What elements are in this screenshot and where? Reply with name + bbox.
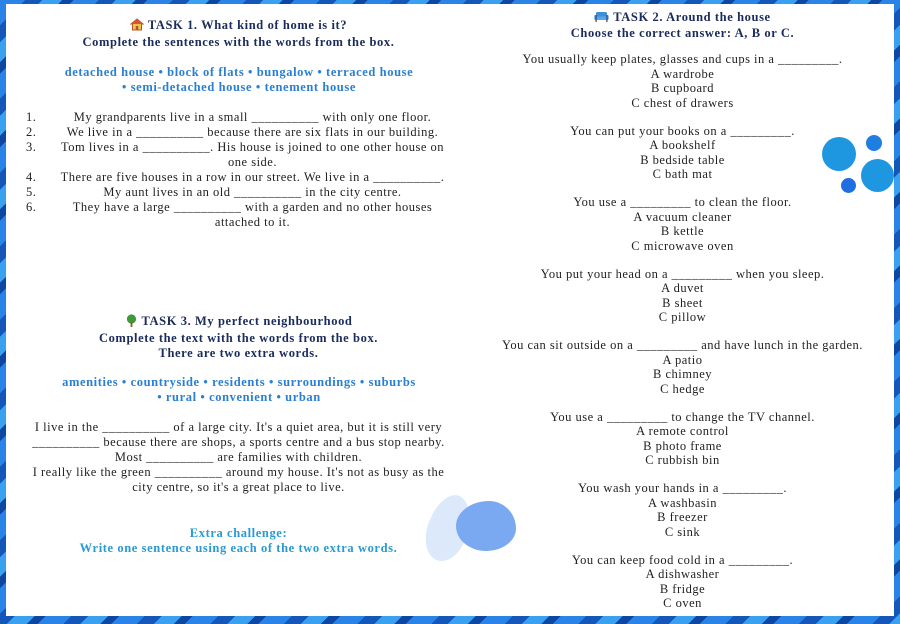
question-stem: You use a _________ to change the TV channel. — [550, 409, 815, 424]
task3-instruction2: There are two extra words. — [158, 346, 319, 360]
decorative-dot — [822, 137, 856, 171]
task3-paragraph2: I really like the green __________ around my house. It's not as busy as the city centre, so it's a great place to live. — [32, 465, 445, 494]
list-item — [26, 110, 451, 125]
item-number: 1. — [26, 110, 37, 124]
extra-challenge-text: Write one sentence using each of the two extra words. — [79, 541, 398, 555]
item-number: 4. — [26, 170, 37, 184]
task3-title: TASK 3. My perfect neighbourhood — [141, 314, 353, 328]
task1-title-line — [6, 18, 471, 35]
option-c: C rubbish bin — [645, 453, 720, 467]
task3-words-line1: amenities • countryside • residents • surroundings • suburbs — [62, 375, 416, 389]
option-a: A remote control — [636, 424, 729, 438]
task3-words-line2: • rural • convenient • urban — [157, 390, 321, 404]
question-stem: You usually keep plates, glasses and cups in a _________. — [522, 52, 843, 66]
task3-paragraph1: I live in the __________ of a large city. It's a quiet area, but it is still very __________ because there are shops, a sports centre and a bus stop nearby. Most __________ are families with children. — [32, 420, 445, 464]
decorative-dot — [841, 178, 856, 193]
task1-sentence-list — [26, 110, 451, 230]
option-b: B photo frame — [643, 438, 722, 453]
question-item — [471, 338, 894, 396]
left-column — [6, 4, 471, 616]
right-column — [471, 4, 894, 616]
extra-challenge — [6, 526, 471, 556]
option-c: C hedge — [660, 381, 705, 396]
item-number: 2. — [26, 125, 37, 139]
task2-instruction: Choose the correct answer: A, B or C. — [570, 26, 795, 40]
task3-instruction1: Complete the text with the words from the box. — [98, 331, 379, 345]
question-item — [471, 267, 894, 325]
option-c: C bath mat — [652, 167, 713, 181]
question-stem: You can put your books on a _________. — [570, 123, 795, 138]
worksheet-page — [6, 4, 894, 616]
item-text: My grandparents live in a small __________ with only one floor. — [73, 110, 432, 124]
question-item — [471, 481, 894, 539]
option-c: C oven — [663, 596, 702, 610]
list-item — [26, 140, 451, 170]
item-text: They have a large __________ with a garden and no other houses attached to it. — [72, 200, 433, 229]
question-item — [471, 195, 894, 253]
option-b: B chimney — [652, 367, 712, 381]
sofa-icon — [594, 11, 609, 26]
question-stem: You can sit outside on a _________ and have lunch in the garden. — [502, 338, 863, 352]
task3-title-line — [6, 314, 471, 331]
option-c: C microwave oven — [631, 238, 734, 253]
question-stem: You wash your hands in a _________. — [578, 481, 787, 495]
question-stem: You put your head on a _________ when you sleep. — [540, 266, 825, 281]
task2-title: TASK 2. Around the house — [613, 10, 771, 24]
task3-header — [6, 314, 471, 361]
task1-words-line2: • semi-detached house • tenement house — [122, 80, 356, 94]
option-a: A vacuum cleaner — [633, 209, 732, 224]
item-number: 3. — [26, 140, 37, 154]
item-number: 6. — [26, 200, 37, 214]
option-a: A washbasin — [647, 495, 718, 510]
list-item — [26, 185, 451, 200]
question-item — [471, 553, 894, 611]
question-item — [471, 52, 894, 110]
task1-word-box — [24, 65, 454, 95]
item-text: Tom lives in a __________. His house is joined to one other house on one side. — [60, 140, 445, 169]
option-b: B fridge — [659, 581, 706, 596]
tree-icon — [125, 314, 138, 331]
option-c: C chest of drawers — [631, 95, 734, 110]
option-a: A duvet — [661, 281, 704, 295]
list-item — [26, 125, 451, 140]
question-stem: You use a _________ to clean the floor. — [573, 195, 792, 209]
option-a: A patio — [662, 352, 703, 367]
option-c: C sink — [664, 524, 701, 539]
option-b: B sheet — [662, 295, 703, 310]
option-a: A wardrobe — [650, 66, 715, 81]
decorative-dot — [861, 159, 894, 192]
list-item — [26, 200, 451, 230]
task1-instruction: Complete the sentences with the words from the box. — [82, 35, 395, 49]
option-b: B kettle — [660, 224, 705, 238]
item-text: We live in a __________ because there are six flats in our building. — [66, 125, 439, 139]
task2-header — [471, 10, 894, 41]
house-icon — [130, 18, 144, 35]
task1-words-line1: detached house • block of flats • bungalow • terraced house — [64, 65, 414, 79]
task1-header — [6, 18, 471, 50]
question-item — [471, 410, 894, 468]
list-item — [26, 170, 451, 185]
item-text: My aunt lives in an old __________ in the city centre. — [103, 185, 402, 199]
option-a: A dishwasher — [645, 567, 720, 581]
option-a: A bookshelf — [649, 138, 716, 152]
decorative-dot — [866, 135, 882, 151]
task1-title: TASK 1. What kind of home is it? — [147, 18, 348, 32]
option-c: C pillow — [658, 310, 707, 324]
task3-word-box — [24, 375, 454, 405]
task2-title-line — [471, 10, 894, 26]
extra-challenge-title: Extra challenge: — [189, 526, 288, 540]
item-text: There are five houses in a row in our street. We live in a __________. — [60, 170, 445, 184]
item-number: 5. — [26, 185, 37, 199]
option-b: B cupboard — [651, 81, 714, 95]
option-b: B freezer — [657, 510, 708, 524]
task3-text — [26, 420, 451, 495]
question-stem: You can keep food cold in a _________. — [571, 552, 794, 567]
option-b: B bedside table — [640, 152, 725, 167]
